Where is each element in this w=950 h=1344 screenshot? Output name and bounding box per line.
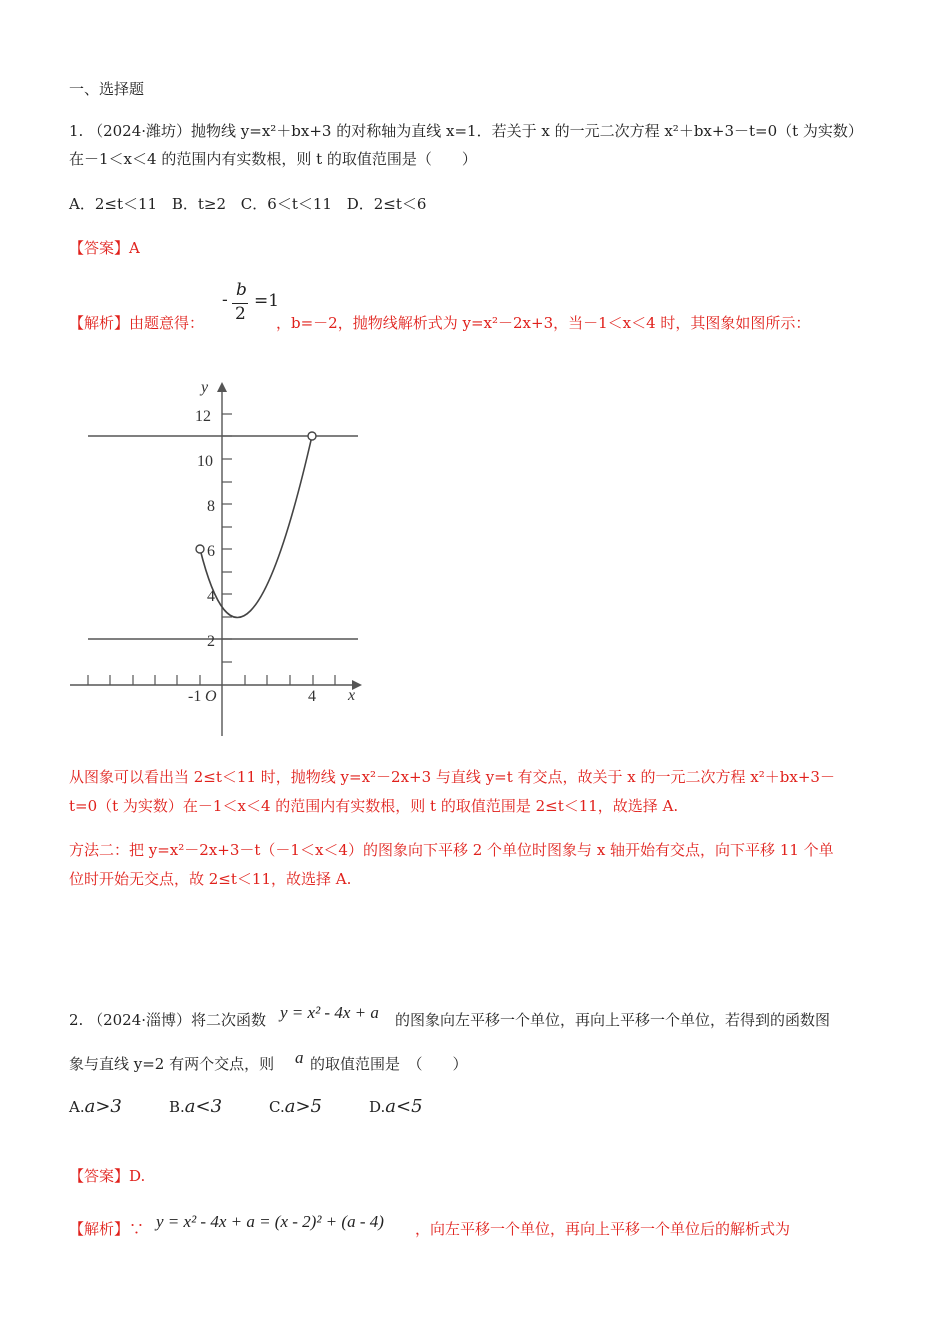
question-2-stem-line-2a: 象与直线 y=2 有两个交点，则 bbox=[69, 1055, 275, 1073]
question-2-stem-line-1b: 的图象向左平移一个单位，再向上平移一个单位，若得到的函数图 bbox=[395, 1011, 831, 1029]
y-axis-label: y bbox=[201, 379, 209, 396]
y-tick-2: 2 bbox=[207, 633, 215, 650]
q2-option-a: A.a>3 bbox=[69, 1096, 122, 1117]
fraction-denominator: 2 bbox=[235, 304, 246, 324]
question-1-conclusion-line-2: t=0（t 为实数）在－1＜x＜4 的范围内有实数根，则 t 的取值范围是 2≤t＜11，故选择 A. bbox=[69, 797, 679, 815]
option-c: C．6＜t＜11 bbox=[240, 195, 332, 213]
question-1-conclusion-line-1: 从图象可以看出当 2≤t＜11 时，抛物线 y=x²－2x+3 与直线 y=t 有交点，故关于 x 的一元二次方程 x²＋bx+3－ bbox=[69, 768, 835, 786]
x-tick-minus-1: -1 bbox=[188, 688, 202, 705]
question-1-analysis-prefix: 【解析】由题意得： bbox=[69, 314, 205, 332]
y-tick-4: 4 bbox=[207, 588, 215, 605]
option-b: B．t≥2 bbox=[171, 195, 227, 213]
x-tick-4: 4 bbox=[308, 688, 316, 705]
y-tick-12: 12 bbox=[195, 408, 211, 425]
question-2-stem-line-2b: 的取值范围是 （ ） bbox=[310, 1055, 468, 1073]
question-2-answer: 【答案】D. bbox=[69, 1167, 146, 1185]
origin-label: O bbox=[205, 688, 217, 705]
open-point-left bbox=[196, 545, 204, 553]
question-2-analysis-formula: y = x² - 4x + a = (x - 2)² + (a - 4) bbox=[156, 1212, 384, 1231]
question-1-stem-line-2: 在－1＜x＜4 的范围内有实数根，则 t 的取值范围是（ ） bbox=[69, 150, 477, 168]
question-2-formula: y = x² - 4x + a bbox=[280, 1003, 379, 1022]
question-1-method-2-line-2: 位时开始无交点，故 2≤t＜11，故选择 A. bbox=[69, 870, 352, 888]
question-1-stem-line-1: 1. （2024·潍坊）抛物线 y=x²＋bx+3 的对称轴为直线 x=1．若关于 x 的一元二次方程 x²＋bx+3－t=0（t 为实数） bbox=[69, 122, 863, 140]
question-1-analysis-rest: ，b=－2，抛物线解析式为 y=x²－2x+3，当－1＜x＜4 时，其图象如图所示： bbox=[276, 314, 811, 332]
option-a: A．2≤t＜11 bbox=[69, 195, 158, 213]
option-d: D．2≤t＜6 bbox=[346, 195, 427, 213]
variable-a: a bbox=[295, 1048, 304, 1067]
question-1-answer: 【答案】A bbox=[69, 239, 140, 257]
open-point-right bbox=[308, 432, 316, 440]
fraction-equals: =1 bbox=[254, 291, 280, 311]
x-axis-label: x bbox=[348, 687, 356, 704]
fraction-numerator: b bbox=[236, 280, 247, 300]
section-title: 一、选择题 bbox=[69, 80, 145, 98]
y-axis-arrow bbox=[217, 382, 227, 392]
question-2-analysis-prefix: 【解析】∵ bbox=[69, 1220, 145, 1238]
fraction-minus: - bbox=[222, 290, 228, 310]
parabola-graph bbox=[60, 370, 370, 740]
y-tick-8: 8 bbox=[207, 498, 215, 515]
parabola-curve bbox=[200, 436, 312, 617]
question-2-analysis-rest: ，向左平移一个单位，再向上平移一个单位后的解析式为 bbox=[415, 1220, 791, 1238]
question-2-stem-line-1a: 2. （2024·淄博）将二次函数 bbox=[69, 1011, 267, 1029]
question-1-method-2-line-1: 方法二：把 y=x²－2x+3－t（－1＜x＜4）的图象向下平移 2 个单位时图象与 x 轴开始有交点，向下平移 11 个单 bbox=[69, 841, 834, 859]
y-tick-6: 6 bbox=[207, 543, 215, 560]
q2-option-c: C.a>5 bbox=[269, 1096, 322, 1117]
y-tick-10: 10 bbox=[197, 453, 213, 470]
q2-option-b: B.a<3 bbox=[169, 1096, 223, 1117]
question-1-options bbox=[69, 193, 436, 215]
q2-option-d: D.a<5 bbox=[369, 1096, 423, 1117]
